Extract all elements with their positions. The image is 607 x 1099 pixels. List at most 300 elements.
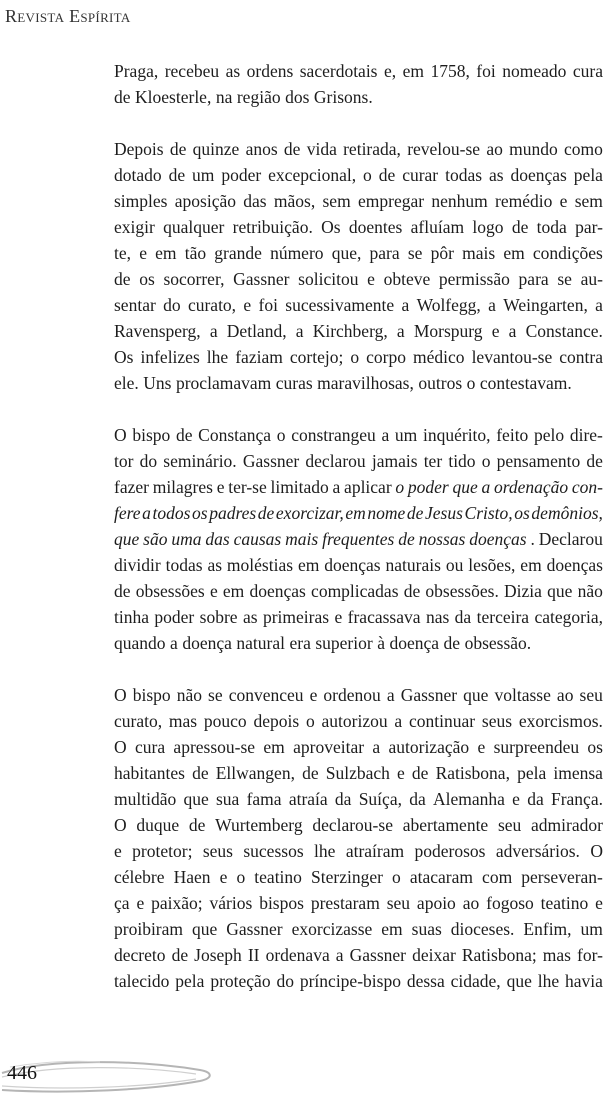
word: Wolfegg, (416, 295, 481, 315)
word: que (547, 581, 573, 601)
word: mundo (509, 139, 558, 159)
page-number: 446 (7, 1062, 37, 1084)
word: curato, (114, 711, 163, 731)
word: e (136, 893, 145, 913)
word: seus (202, 841, 233, 861)
word: os (139, 269, 155, 289)
paragraph (114, 682, 603, 994)
word: o (363, 165, 372, 185)
word: doença (389, 633, 440, 653)
italic-word: de (398, 529, 415, 549)
word: categoria, (534, 607, 603, 627)
word: Grisons. (313, 87, 373, 107)
italic-word: padres (209, 503, 257, 523)
text-line (114, 292, 603, 318)
word: Ellwangen, (215, 763, 295, 783)
word: em (503, 243, 525, 263)
word: em (520, 555, 542, 575)
word: apressou-se (173, 737, 256, 757)
word: e (559, 191, 568, 211)
word: célebre (114, 867, 165, 887)
word: O (114, 685, 127, 705)
word: teatino (254, 867, 302, 887)
word: Gassner (226, 919, 283, 939)
word: que, (331, 243, 362, 263)
word: pôr (430, 243, 454, 263)
word: do (163, 295, 181, 315)
word: Praga, (114, 61, 159, 81)
word: proibiram (114, 919, 184, 939)
word: ele. (114, 373, 139, 393)
text-line (114, 786, 603, 812)
word: suas (411, 919, 442, 939)
word: doença (182, 633, 232, 653)
word: região (236, 87, 281, 107)
word: Kirchberg, (312, 321, 388, 341)
italic-word: são (143, 529, 168, 549)
word: não (577, 581, 603, 601)
word: e, (383, 61, 397, 81)
word: dire- (569, 425, 603, 445)
word: que (506, 971, 532, 991)
word: O (590, 841, 603, 861)
word: Os (114, 347, 134, 367)
word: tor (114, 451, 134, 471)
word: ou (445, 555, 464, 575)
word: ao (556, 685, 574, 705)
paragraph (114, 422, 603, 656)
word: talecido (114, 971, 170, 991)
word: bispos (259, 893, 304, 913)
word: a (508, 321, 517, 341)
word: pela (517, 763, 547, 783)
word: vida (306, 139, 337, 159)
word: proteção (210, 971, 271, 991)
text-line (114, 968, 603, 994)
word: toda (536, 217, 567, 237)
text-line (114, 84, 603, 110)
word: autorizou (321, 711, 388, 731)
word: de (169, 139, 187, 159)
word: O (114, 815, 127, 835)
word: Os (321, 217, 341, 237)
italic-word: todos (152, 503, 191, 523)
word: de (114, 269, 131, 289)
italic-word: que (114, 529, 140, 549)
word: Sulzbach (325, 763, 390, 783)
italic-word: nome (367, 503, 406, 523)
italic-word: que (452, 477, 478, 497)
word: em (155, 243, 177, 263)
paragraph (114, 136, 603, 396)
word: solicitou (298, 269, 359, 289)
word: outros (418, 373, 463, 393)
text-line (114, 370, 603, 396)
word: para (518, 269, 549, 289)
word: feito (496, 425, 529, 445)
word: mas (168, 711, 198, 731)
word: proclamavam (175, 373, 272, 393)
word: inquérito, (422, 425, 491, 445)
word: era (289, 633, 311, 653)
word: Haen (173, 867, 211, 887)
word: sucessivamente (285, 295, 395, 315)
text-line (114, 266, 603, 292)
word: exigir (114, 217, 155, 237)
word: dos (285, 87, 310, 107)
word: Sterzinger (311, 867, 383, 887)
italic-word: poder (407, 477, 449, 497)
text-line (114, 500, 603, 526)
word: depois (253, 711, 300, 731)
word: afluíam (410, 217, 465, 237)
word: grande (214, 243, 262, 263)
word: seus (481, 711, 513, 731)
word: pouco (203, 711, 247, 731)
word: do (139, 451, 158, 471)
running-head-title: Revista Espírita (5, 6, 131, 26)
word: Uns (143, 373, 172, 393)
word: tão (184, 243, 207, 263)
word: poderosos (414, 841, 486, 861)
word: de (411, 763, 429, 783)
word: como (564, 139, 603, 159)
word: decreto (114, 945, 166, 965)
word: aplicar (344, 477, 392, 497)
word: paixão; (151, 893, 203, 913)
italic-word: Jesus (425, 503, 463, 523)
word: o (481, 451, 491, 471)
word: protetor; (132, 841, 193, 861)
word: 1758, (430, 61, 470, 81)
word: de (302, 763, 319, 783)
word: infelizes (140, 347, 200, 367)
word: admirador (531, 815, 603, 835)
italic-word: mais (285, 529, 319, 549)
word: o (466, 373, 476, 393)
word: Alemanha (433, 789, 505, 809)
word: ordenava (265, 945, 330, 965)
word: o (305, 711, 315, 731)
text-line (114, 812, 603, 838)
word: todas (445, 165, 483, 185)
word: au- (580, 269, 603, 289)
word: e (595, 893, 603, 913)
word: atraía (288, 789, 328, 809)
word: O (114, 425, 127, 445)
word: a (401, 295, 410, 315)
text-line (114, 630, 603, 656)
word: do (276, 971, 294, 991)
word: de (511, 217, 529, 237)
word: contestavam. (479, 373, 572, 393)
word: teatino (540, 893, 589, 913)
word: retribuição. (232, 217, 313, 237)
word: II (247, 945, 260, 965)
page-footer (0, 1050, 607, 1099)
word: Weingarten, (503, 295, 588, 315)
italic-word: causas (233, 529, 282, 549)
word: dividir (114, 555, 161, 575)
word: número (270, 243, 324, 263)
text-line (114, 604, 603, 630)
word: de (192, 763, 209, 783)
word: que (463, 685, 489, 705)
italic-word: uma (171, 529, 202, 549)
italic-word: fere (114, 503, 141, 523)
word: permissão (438, 269, 510, 289)
word: mais (462, 243, 496, 263)
italic-word: nossas (418, 529, 466, 549)
text-line (114, 708, 603, 734)
text-line (114, 942, 603, 968)
word: deixar (412, 945, 456, 965)
word: Dizia (504, 581, 542, 601)
word: Constance. (525, 321, 603, 341)
word: poder (154, 607, 195, 627)
word: que (192, 919, 218, 939)
word: cortejo; (289, 347, 344, 367)
italic-word: Cristo, (464, 503, 513, 523)
word: mas (542, 945, 571, 965)
word: as (207, 555, 223, 575)
word: e (209, 581, 218, 601)
word: se (557, 269, 572, 289)
text-line (114, 318, 603, 344)
word: de (175, 425, 193, 445)
word: duque (136, 815, 180, 835)
word: dessa (406, 971, 445, 991)
word: autorização (388, 737, 470, 757)
word: o (350, 347, 360, 367)
word: fracassava (347, 607, 421, 627)
word: sem (322, 191, 351, 211)
word: moléstias (226, 555, 294, 575)
word: curar (402, 165, 439, 185)
text-line (114, 136, 603, 162)
word: Gassner (242, 451, 300, 471)
text-line (114, 188, 603, 214)
word: tido (448, 451, 476, 471)
word: e (139, 243, 147, 263)
word: ordens (246, 61, 294, 81)
word: sem (574, 191, 603, 211)
text-line (114, 916, 603, 942)
text-line (114, 214, 603, 240)
word: nas (425, 607, 450, 627)
word: e (397, 763, 405, 783)
word: recebeu (164, 61, 220, 81)
word: ter-se (228, 477, 267, 497)
word: remédio (495, 191, 553, 211)
word: e (491, 321, 500, 341)
word: Ratisbona; (461, 945, 537, 965)
word: Morspurg (413, 321, 483, 341)
word: prestaram (310, 893, 380, 913)
text-line (114, 552, 603, 578)
word: logo (472, 217, 504, 237)
text-line (114, 890, 603, 916)
text-line (114, 58, 603, 84)
word: ordenou (323, 685, 381, 705)
word: de (168, 165, 186, 185)
word: príncipe-bispo (299, 971, 401, 991)
word: perseveran- (521, 867, 603, 887)
word: de (283, 139, 301, 159)
word: fogoso (486, 893, 534, 913)
word: multidão (114, 789, 177, 809)
word: se (407, 243, 423, 263)
word: surpreendeu (493, 737, 580, 757)
italic-word: o (395, 477, 405, 497)
word: para (369, 243, 400, 263)
word: curato, (187, 295, 237, 315)
word: pela (573, 165, 603, 185)
text-line (114, 864, 603, 890)
word: as (242, 607, 258, 627)
text-line (114, 682, 603, 708)
word: sacerdotais (299, 61, 378, 81)
word: Ratisbona, (435, 763, 510, 783)
word: com (482, 867, 513, 887)
word: Declarou (538, 529, 603, 549)
word: em (381, 919, 403, 939)
word: Wurtemberg (215, 815, 303, 835)
word: terceira (476, 607, 530, 627)
word: havia (565, 971, 603, 991)
word: adversários. (495, 841, 580, 861)
word: doenças (249, 581, 306, 601)
word: natural (236, 633, 285, 653)
text-line (114, 526, 603, 552)
italic-word: das (205, 529, 230, 549)
word: maravilhosas, (317, 373, 414, 393)
word: na (215, 87, 233, 107)
word: Constança (198, 425, 272, 445)
word: sentar (114, 295, 156, 315)
word: um (394, 425, 418, 445)
italic-word: a (481, 477, 491, 497)
word: em (263, 737, 285, 757)
word: corpo (366, 347, 406, 367)
word: de (443, 633, 461, 653)
italic-word: con- (571, 477, 603, 497)
word: de (114, 581, 131, 601)
word: França. (550, 789, 603, 809)
word: obteve (383, 269, 431, 289)
text-line (114, 474, 603, 500)
word: se (208, 685, 223, 705)
word: constrangeu (291, 425, 376, 445)
word: não (176, 685, 202, 705)
word: atacaram (409, 867, 473, 887)
word: curas (275, 373, 313, 393)
word: ter (423, 451, 443, 471)
word: foi (258, 295, 278, 315)
word: de (188, 815, 206, 835)
word: nomeado (502, 61, 567, 81)
word: excepcional, (268, 165, 357, 185)
word: convenceu (228, 685, 304, 705)
word: empregar (357, 191, 425, 211)
word: Ravensperg, (114, 321, 201, 341)
word: obsessões. (425, 581, 499, 601)
word: retirada, (343, 139, 401, 159)
word: de (171, 945, 189, 965)
word: O (114, 737, 127, 757)
word: e (334, 607, 343, 627)
word: aproveitar (293, 737, 365, 757)
word: de (403, 581, 421, 601)
word: aposição (174, 191, 236, 211)
word: te, (114, 243, 132, 263)
word: foi (476, 61, 496, 81)
word: pelo (534, 425, 565, 445)
word: dotado (114, 165, 162, 185)
italic-word: demônios, (531, 503, 603, 523)
text-line (114, 578, 603, 604)
italic-word: frequentes (322, 529, 395, 549)
word: dioceses. (450, 919, 515, 939)
text-line (114, 760, 603, 786)
word: naturais (385, 555, 441, 575)
word: Kloesterle, (135, 87, 212, 107)
word: cura (134, 737, 166, 757)
word: revelou-se (407, 139, 481, 159)
word: lesões, (468, 555, 516, 575)
word: a (381, 425, 390, 445)
word: vários (209, 893, 253, 913)
word: a (170, 633, 178, 653)
word: . (530, 529, 535, 549)
italic-word: de (257, 503, 275, 523)
word: declarou (305, 451, 366, 471)
italic-word: de (406, 503, 424, 523)
word: complicadas (311, 581, 399, 601)
word: da (527, 789, 544, 809)
word: Gassner (349, 945, 406, 965)
text-line (114, 344, 603, 370)
word: a (295, 321, 304, 341)
word: que (183, 789, 209, 809)
word: levantou-se (471, 347, 553, 367)
word: quando (114, 633, 166, 653)
word: em (402, 61, 424, 81)
word: mãos, (273, 191, 316, 211)
word: e (216, 477, 225, 497)
word: contra (559, 347, 603, 367)
word: imensa (553, 763, 603, 783)
word: Joseph (194, 945, 242, 965)
word: um (580, 919, 603, 939)
word: e (114, 841, 122, 861)
word: exorcismos. (518, 711, 603, 731)
word: da (409, 789, 426, 809)
word: par- (575, 217, 603, 237)
word: pensamento (496, 451, 581, 471)
word: de (586, 451, 603, 471)
word: a (372, 737, 381, 757)
word: cidade, (450, 971, 501, 991)
word: a (335, 945, 344, 965)
word: da (334, 789, 352, 809)
word: das (243, 191, 267, 211)
word: lhe (537, 971, 560, 991)
word: anos (245, 139, 278, 159)
word: cura (572, 61, 603, 81)
word: a (595, 295, 603, 315)
word: a (396, 321, 405, 341)
